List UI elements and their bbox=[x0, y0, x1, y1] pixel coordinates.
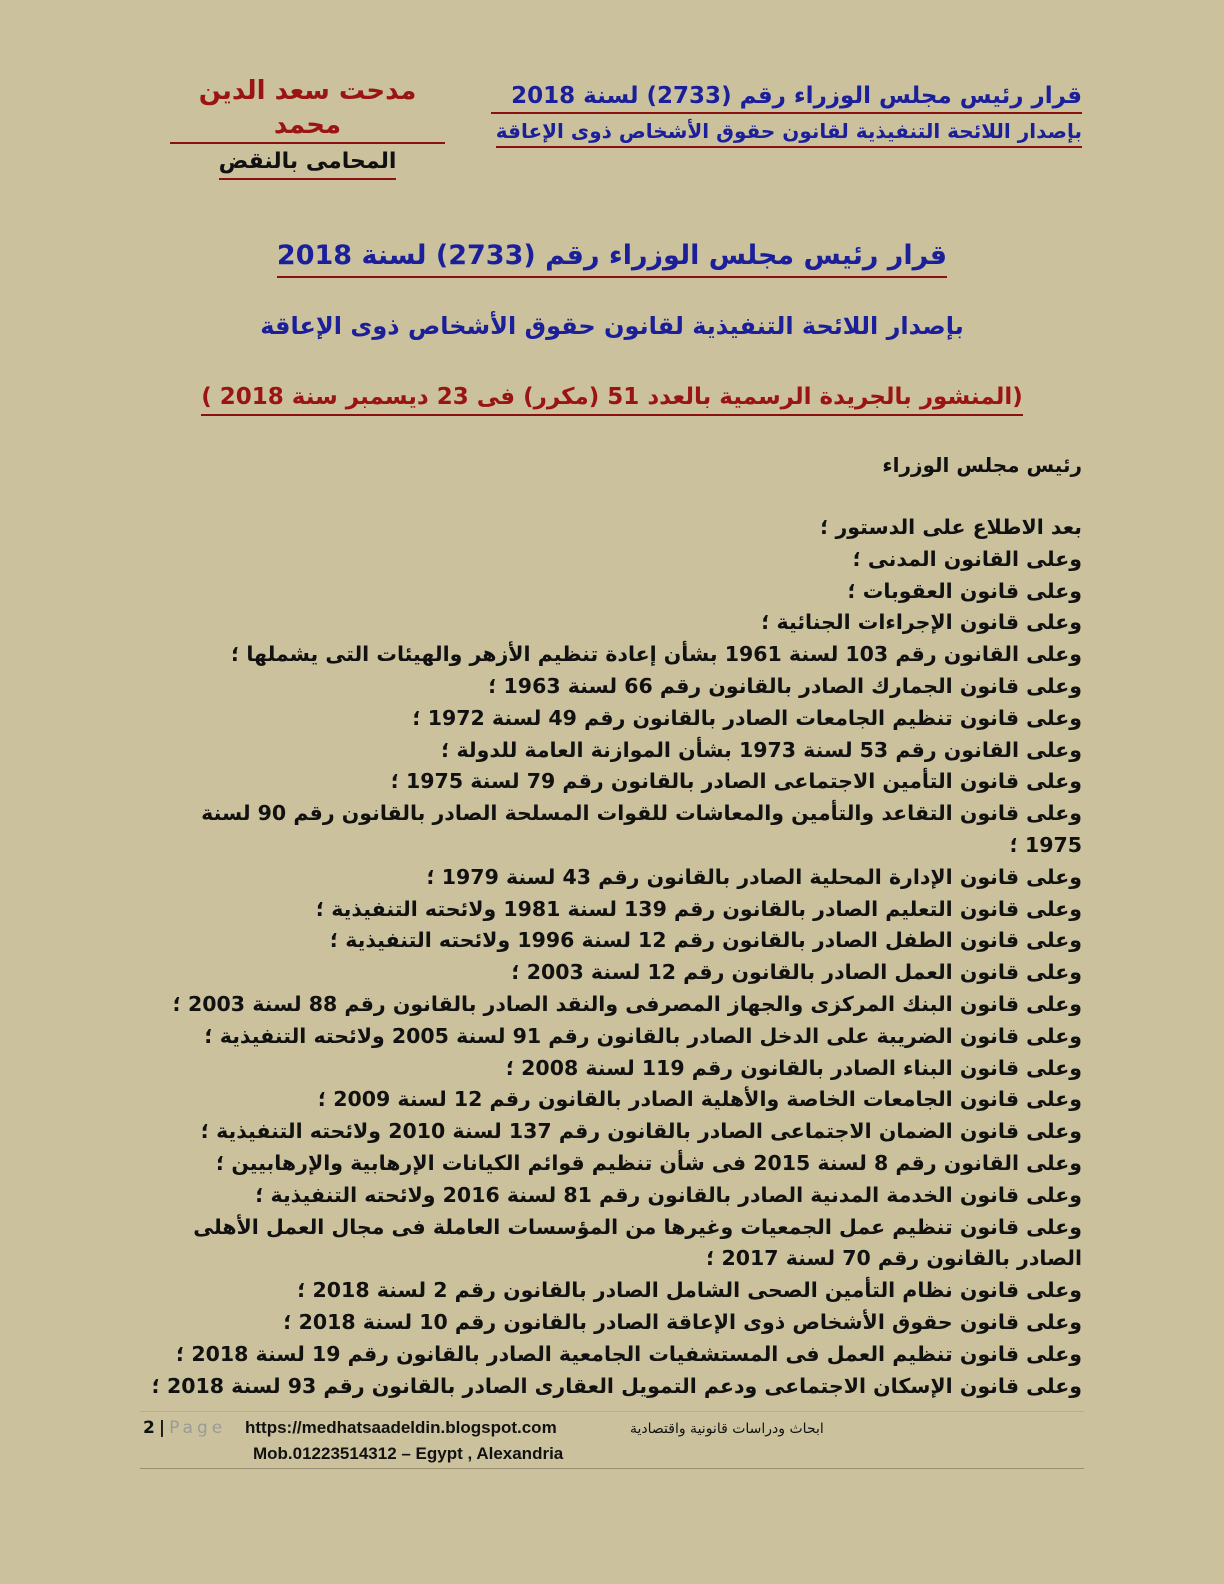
main-title-text: قرار رئيس مجلس الوزراء رقم (2733) لسنة 2018 bbox=[277, 236, 947, 278]
clause-item: وعلى قانون العمل الصادر بالقانون رقم 12 لسنة 2003 ؛ bbox=[511, 960, 1082, 985]
clause-item: وعلى قانون الجامعات الخاصة والأهلية الصادر بالقانون رقم 12 لسنة 2009 ؛ bbox=[317, 1087, 1082, 1112]
clause-item: وعلى قانون الطفل الصادر بالقانون رقم 12 لسنة 1996 ولائحته التنفيذية ؛ bbox=[329, 928, 1082, 953]
main-title bbox=[0, 236, 1224, 278]
clause-item: وعلى قانون التأمين الاجتماعى الصادر بالقانون رقم 79 لسنة 1975 ؛ bbox=[390, 769, 1082, 794]
footer-divider bbox=[140, 1468, 1084, 1469]
clause-item: وعلى قانون البناء الصادر بالقانون رقم 119 لسنة 2008 ؛ bbox=[505, 1055, 1082, 1080]
gazette-note bbox=[0, 380, 1224, 416]
clause-item: وعلى قانون الخدمة المدنية الصادر بالقانون رقم 81 لسنة 2016 ولائحته التنفيذية ؛ bbox=[255, 1182, 1082, 1207]
clause-item: وعلى قانون تنظيم العمل فى المستشفيات الجامعية الصادر بالقانون رقم 19 لسنة 2018 ؛ bbox=[175, 1341, 1082, 1366]
header-author bbox=[170, 74, 445, 180]
subtitle: بإصدار اللائحة التنفيذية لقانون حقوق الأشخاص ذوى الإعاقة bbox=[260, 312, 964, 340]
preamble-clauses bbox=[142, 512, 1082, 1402]
clause-item: وعلى قانون التقاعد والتأمين والمعاشات للقوات المسلحة الصادر بالقانون رقم 90 لسنة 1975 ؛ bbox=[201, 801, 1082, 857]
clause-item: وعلى القانون رقم 103 لسنة 1961 بشأن إعادة تنظيم الأزهر والهيئات التى يشملها ؛ bbox=[231, 642, 1082, 667]
footer-top-divider bbox=[140, 1411, 1084, 1412]
clause-item: وعلى القانون المدنى ؛ bbox=[852, 546, 1082, 571]
clause-item: وعلى قانون الإدارة المحلية الصادر بالقانون رقم 43 لسنة 1979 ؛ bbox=[426, 864, 1082, 889]
page-separator: | bbox=[158, 1418, 166, 1438]
clause-item: وعلى قانون العقوبات ؛ bbox=[847, 578, 1082, 603]
page-word: Page bbox=[169, 1418, 227, 1438]
clause-item: وعلى قانون الضريبة على الدخل الصادر بالقانون رقم 91 لسنة 2005 ولائحته التنفيذية ؛ bbox=[204, 1023, 1082, 1048]
header-decree-line: قرار رئيس مجلس الوزراء رقم (2733) لسنة 2018 bbox=[491, 80, 1082, 114]
clause-item: وعلى قانون تنظيم الجامعات الصادر بالقانون رقم 49 لسنة 1972 ؛ bbox=[412, 705, 1082, 730]
footer-page-number bbox=[143, 1416, 226, 1440]
clause-item: وعلى قانون الضمان الاجتماعى الصادر بالقانون رقم 137 لسنة 2010 ولائحته التنفيذية ؛ bbox=[200, 1119, 1082, 1144]
clause-item: بعد الاطلاع على الدستور ؛ bbox=[820, 515, 1082, 539]
clause-item: وعلى قانون تنظيم عمل الجمعيات وغيرها من المؤسسات العاملة فى مجال العمل الأهلى الصادر بالقانون رقم 70 لسنة 2017 ؛ bbox=[193, 1214, 1082, 1271]
page-number: 2 bbox=[143, 1418, 155, 1438]
footer-contact: Mob.01223514312 – Egypt , Alexandria bbox=[253, 1444, 564, 1463]
clause-item: وعلى القانون رقم 53 لسنة 1973 بشأن الموازنة العامة للدولة ؛ bbox=[441, 737, 1082, 762]
clause-item: وعلى القانون رقم 8 لسنة 2015 فى شأن تنظيم قوائم الكيانات الإرهابية والإرهابيين ؛ bbox=[216, 1150, 1082, 1175]
gazette-note-text: (المنشور بالجريدة الرسمية بالعدد 51 (مكرر) فى 23 ديسمبر سنة 2018 ) bbox=[201, 380, 1022, 416]
clause-item: وعلى قانون الجمارك الصادر بالقانون رقم 66 لسنة 1963 ؛ bbox=[488, 673, 1082, 698]
clause-item: وعلى قانون البنك المركزى والجهاز المصرفى والنقد الصادر بالقانون رقم 88 لسنة 2003 ؛ bbox=[172, 991, 1082, 1016]
author-name: مدحت سعد الدين محمد bbox=[170, 74, 445, 144]
header-decree bbox=[482, 80, 1082, 148]
clause-item: وعلى قانون التعليم الصادر بالقانون رقم 139 لسنة 1981 ولائحته التنفيذية ؛ bbox=[315, 896, 1082, 921]
clause-item: وعلى قانون الإجراءات الجنائية ؛ bbox=[761, 610, 1082, 635]
header-subject-line: بإصدار اللائحة التنفيذية لقانون حقوق الأشخاص ذوى الإعاقة bbox=[496, 116, 1082, 148]
clause-item: وعلى قانون نظام التأمين الصحى الشامل الصادر بالقانون رقم 2 لسنة 2018 ؛ bbox=[297, 1278, 1082, 1303]
clause-item: وعلى قانون الإسكان الاجتماعى ودعم التمويل العقارى الصادر بالقانون رقم 93 لسنة 2018 ؛ bbox=[151, 1373, 1082, 1398]
footer-tagline: ابحاث ودراسات قانونية واقتصادية bbox=[630, 1421, 824, 1437]
prime-minister-heading: رئيس مجلس الوزراء bbox=[882, 453, 1082, 477]
clause-item: وعلى قانون حقوق الأشخاص ذوى الإعاقة الصادر بالقانون رقم 10 لسنة 2018 ؛ bbox=[283, 1309, 1082, 1334]
author-role: المحامى بالنقض bbox=[219, 146, 397, 180]
footer-blog-link[interactable]: https://medhatsaadeldin.blogspot.com bbox=[245, 1418, 557, 1437]
